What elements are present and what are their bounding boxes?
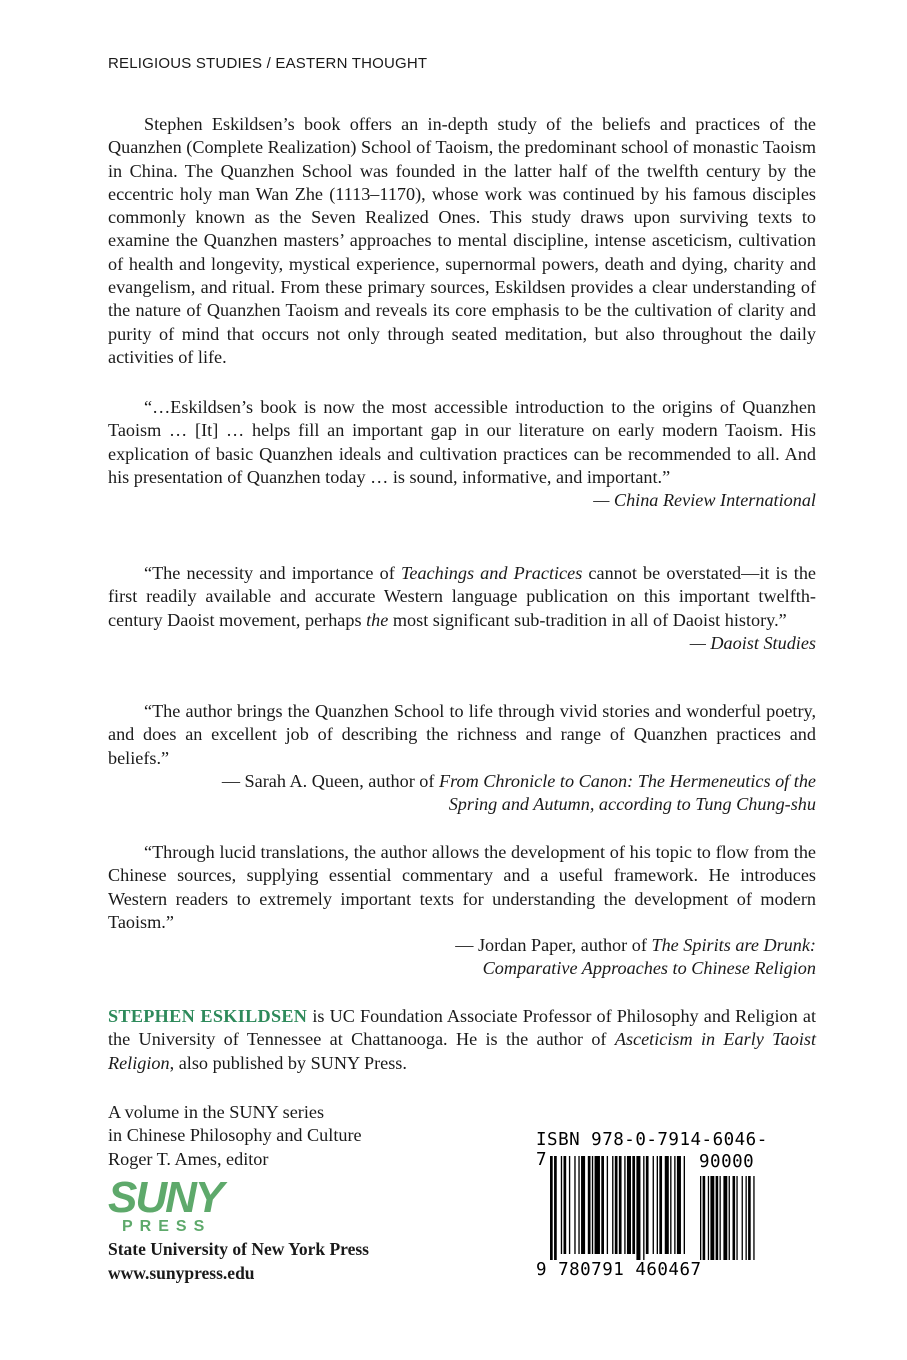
quote-text: “The author brings the Quanzhen School to life through vivid stories and wonderful poetry, and does an excellent job of describing the richness and range of Quanzhen practices and beliefs.” [108,701,816,768]
review-quote-3 [108,700,816,816]
price-code: 90000 [699,1152,755,1172]
ean-digits: 9 780791 460467 [536,1260,702,1280]
barcode-addon-bar [708,1176,709,1260]
barcode-bar [659,1156,662,1254]
quote-attribution: — Sarah A. Queen, author of From Chronicle to Canon: The Hermeneutics of the Spring and Autumn, according to Tung Chung-shu [221,770,816,815]
barcode-addon-bar [710,1176,714,1260]
barcode-bar [615,1156,618,1254]
quote-attribution: — Daoist Studies [689,632,816,653]
barcode-bar [632,1156,635,1254]
barcode-bar [624,1156,625,1254]
barcode-bar [646,1156,649,1254]
author-book-title: Asceticism in Early Taoist Religion [108,1029,816,1073]
series-info [108,1101,362,1171]
barcode-bar [665,1156,669,1254]
barcode-bar [578,1156,579,1254]
barcode-bar [550,1156,553,1260]
barcode-bar [627,1156,631,1254]
barcode-bar [674,1156,675,1254]
category-label: RELIGIOUS STUDIES / EASTERN THOUGHT [108,55,428,72]
barcode-bar [619,1156,622,1254]
barcode-bar [569,1156,570,1254]
series-line: A volume in the SUNY series [108,1102,325,1122]
review-quote-4 [108,841,816,981]
barcode-bar [607,1156,608,1254]
barcode-addon-bar [723,1176,727,1260]
barcode-addon-bar [720,1176,721,1260]
barcode-addon-bar [700,1176,701,1260]
barcode-bar [595,1156,600,1254]
barcode-bars [536,1156,768,1260]
barcode-bar [657,1156,658,1254]
barcode-bar [588,1156,591,1254]
review-quote-2 [108,562,816,655]
book-description: Stephen Eskildsen’s book offers an in-depth study of the beliefs and practices of the Quanzhen (Complete Realization) School of Taoism, the predominant school of monastic Taoism in China. The Quanzhen School was founded in the latter half of the twelfth century by the eccentric holy man Wan Zhe (1113–1170), whose work was continued by his famous disciples commonly known as the Seven Realized Ones. This study draws upon surviving texts to examine the Quanzhen masters’ approaches to mental discipline, intense asceticism, cultivation of health and longevity, mystical experience, supernormal powers, death and dying, charity and evangelism, and ritual. From these primary sources, Eskildsen provides a clear understanding of the nature of Quanzhen Taoism and reveals its core emphasis to be the cultivation of clarity and purity of mind that occurs not only through seated meditation, but also throughout the daily activities of life. [108,114,816,367]
barcode-bar [581,1156,585,1254]
author-bio: STEPHEN ESKILDSEN is UC Foundation Associate Professor of Philosophy and Religion at the University of Tennessee at Chattanooga. He is the author of Asceticism in Early Taoist Religion, also published by SUNY Press. [108,1006,816,1073]
barcode-addon-bar [729,1176,730,1260]
quote-text: “Through lucid translations, the author allows the development of his topic to flow from the Chinese sources, supplying essential commentary and a useful framework. He introduces Western readers to extremely important texts for understanding the development of modern Taoism.” [108,842,816,932]
barcode-bar [636,1156,640,1260]
barcode-addon-bar [736,1176,737,1260]
barcode-addon-bar [716,1176,719,1260]
review-quote-1 [108,396,816,512]
barcode-addon-bar [742,1176,743,1260]
barcode-bar [653,1156,654,1254]
quote-attribution: — Jordan Paper, author of The Spirits are Drunk: Comparative Approaches to Chinese Religion [455,935,816,979]
barcode-bar [574,1156,575,1254]
barcode-addon-bar [733,1176,736,1260]
publisher-info [108,1238,369,1285]
barcode-bar [684,1156,685,1254]
quote-attribution: — China Review International [593,490,816,511]
publisher-name: State University of New York Press [108,1239,369,1259]
series-line: in Chinese Philosophy and Culture [108,1125,362,1146]
barcode-bar [643,1156,644,1260]
logo-suny-text: SUNY [108,1173,223,1222]
barcode-addon-bar [746,1176,747,1260]
barcode-bar [554,1156,557,1260]
barcode-bar [612,1156,613,1254]
barcode-addon-bar [748,1176,751,1260]
isbn-label: ISBN 978-0-7914-6046-7 [536,1130,768,1170]
barcode-bar [601,1156,604,1254]
barcode-bar [670,1156,671,1254]
logo-press-text: PRESS [122,1218,212,1235]
barcode-bar [677,1156,681,1254]
series-editor: Roger T. Ames, editor [108,1148,269,1169]
suny-press-logo [108,1173,238,1235]
publisher-url: www.sunypress.edu [108,1262,255,1283]
isbn-barcode [536,1130,768,1286]
barcode-bar [561,1156,562,1254]
quote-text: “The necessity and importance of Teachings and Practices cannot be overstated—it is the first readily available and accurate Western language publication on this important twelfth-century Daoist movement, perhaps the most significant sub-tradition in all of Daoist history.” [108,563,817,630]
barcode-addon-bar [703,1176,706,1260]
barcode-addon-bar [753,1176,754,1260]
author-name: STEPHEN ESKILDSEN [108,1006,308,1026]
barcode-bar [592,1156,593,1254]
quote-text: “…Eskildsen’s book is now the most accessible introduction to the origins of Quanzhen Taoism … [It] … helps fill an important gap in our literature on early modern Taoism. His explication of basic Quanzhen ideals and cultivation practices can be recommended to all. And his presentation of Quanzhen today … is sound, informative, and important.” [108,397,816,487]
barcode-bar [564,1156,567,1254]
